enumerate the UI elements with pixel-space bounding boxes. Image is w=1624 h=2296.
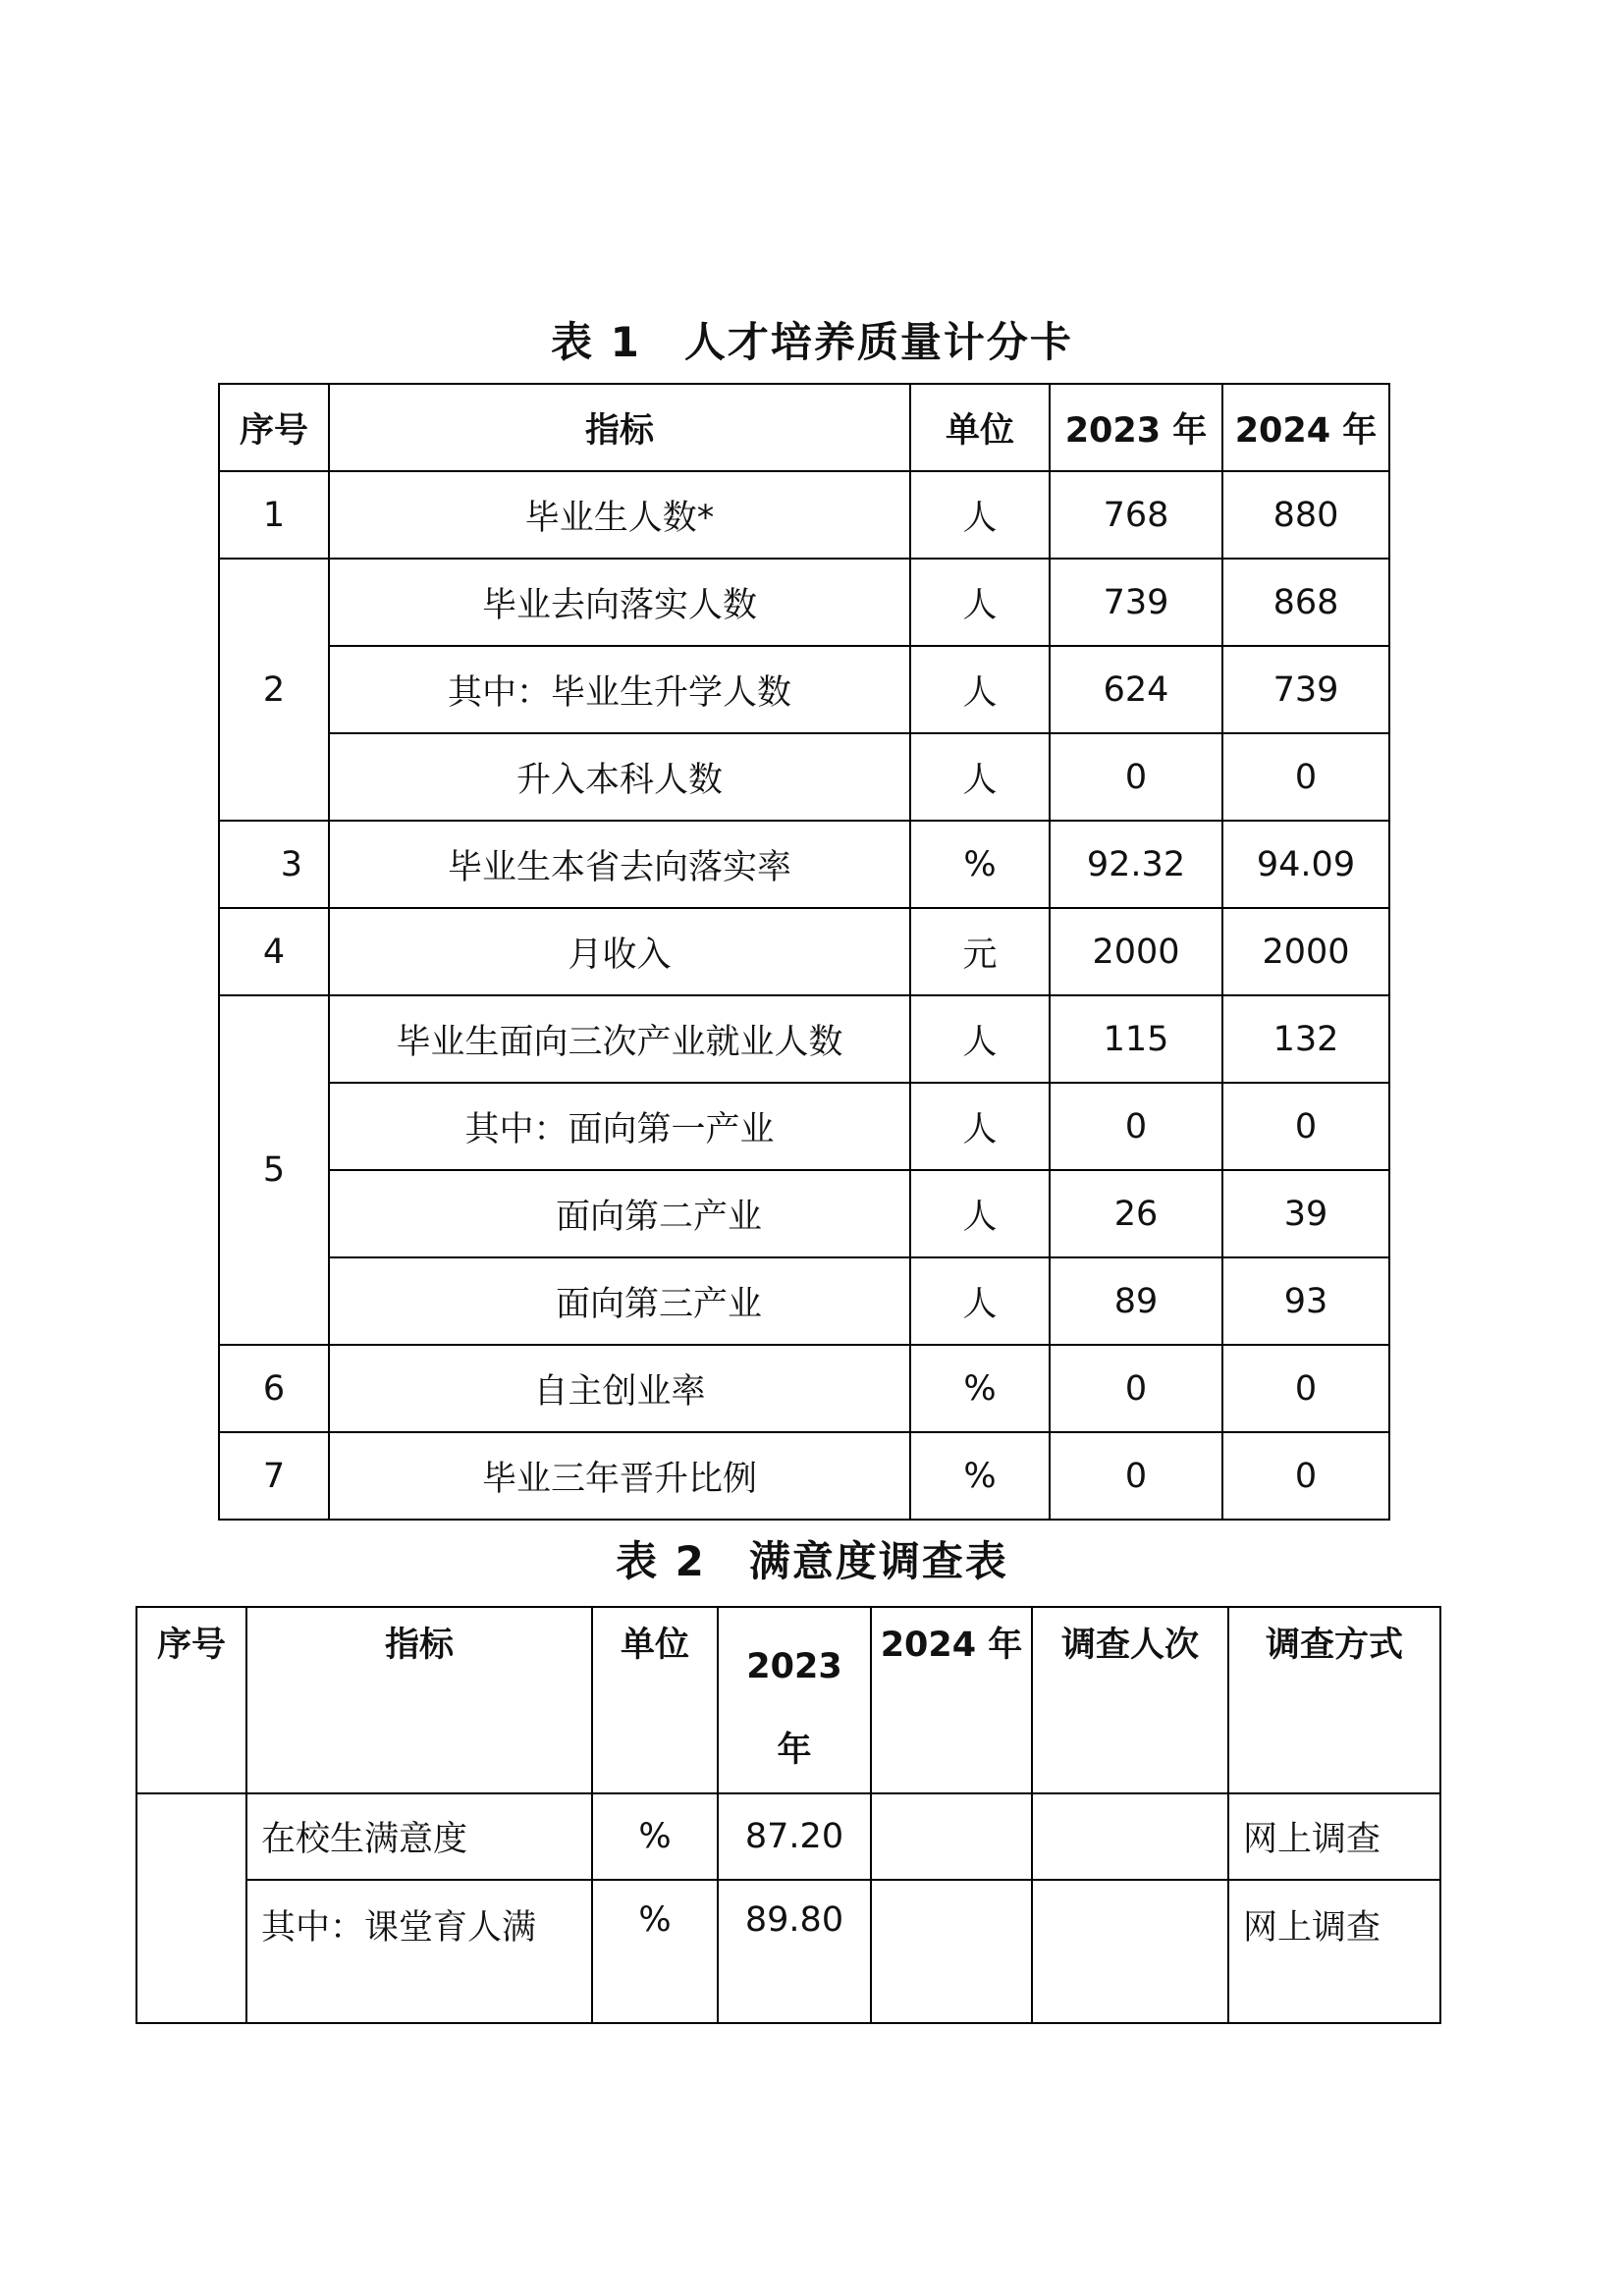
header-unit: 单位 [910, 384, 1050, 471]
cell-indicator: 毕业生本省去向落实率 [329, 821, 910, 908]
table-row [136, 1880, 1440, 2023]
cell-unit: 人 [910, 733, 1050, 821]
cell-2023: 0 [1050, 1432, 1222, 1520]
table-row [219, 646, 1389, 733]
cell-2023: 89 [1050, 1257, 1222, 1345]
table2-caption: 表 2 满意度调查表 [616, 1537, 1008, 1585]
header-survey-count: 调查人次 [1032, 1607, 1228, 1793]
cell-2024: 0 [1222, 733, 1389, 821]
header-2023-suffix: 年 [777, 1731, 812, 1770]
table-row [219, 733, 1389, 821]
cell-unit: 人 [910, 995, 1050, 1083]
cell-indicator: 其中：面向第一产业 [329, 1083, 910, 1170]
header-indicator: 指标 [246, 1607, 592, 1793]
cell-2024: 0 [1222, 1083, 1389, 1170]
cell-seq: 5 [219, 995, 329, 1345]
header-seq: 序号 [136, 1607, 246, 1793]
cell-2023: 0 [1050, 733, 1222, 821]
cell-seq: 2 [219, 559, 329, 821]
cell-2024: 93 [1222, 1257, 1389, 1345]
cell-survey-method: 网上调查 [1228, 1880, 1440, 2023]
cell-2024: 0 [1222, 1432, 1389, 1520]
table-row [219, 471, 1389, 559]
header-2023-year: 2023 [746, 1647, 842, 1686]
cell-seq: 4 [219, 908, 329, 995]
table-header-row [136, 1607, 1440, 1793]
cell-2024: 868 [1222, 559, 1389, 646]
cell-seq: 6 [219, 1345, 329, 1432]
header-2023: 2023 年 [1050, 384, 1222, 471]
table-row [219, 1432, 1389, 1520]
cell-seq [136, 1793, 246, 2023]
header-survey-method: 调查方式 [1228, 1607, 1440, 1793]
cell-2024: 39 [1222, 1170, 1389, 1257]
header-2024: 2024 年 [1222, 384, 1389, 471]
cell-2023: 115 [1050, 995, 1222, 1083]
cell-2023: 92.32 [1050, 821, 1222, 908]
cell-survey-method: 网上调查 [1228, 1793, 1440, 1880]
cell-seq: 1 [219, 471, 329, 559]
table-row [219, 1257, 1389, 1345]
cell-2024: 0 [1222, 1345, 1389, 1432]
cell-2023: 89.80 [718, 1880, 871, 2023]
cell-2023: 624 [1050, 646, 1222, 733]
table-row [219, 1170, 1389, 1257]
table-row [219, 821, 1389, 908]
scorecard-table [218, 383, 1390, 1521]
cell-indicator: 月收入 [329, 908, 910, 995]
cell-indicator: 自主创业率 [329, 1345, 910, 1432]
cell-indicator: 在校生满意度 [246, 1793, 592, 1880]
cell-indicator: 毕业三年晋升比例 [329, 1432, 910, 1520]
cell-unit: % [910, 1345, 1050, 1432]
table-row [219, 908, 1389, 995]
table-row [136, 1793, 1440, 1880]
cell-indicator: 毕业生面向三次产业就业人数 [329, 995, 910, 1083]
cell-2024: 94.09 [1222, 821, 1389, 908]
cell-survey-count [1032, 1880, 1228, 2023]
table-row [219, 1345, 1389, 1432]
cell-indicator: 升入本科人数 [329, 733, 910, 821]
cell-indicator: 其中：课堂育人满 [246, 1880, 592, 2023]
cell-2024: 2000 [1222, 908, 1389, 995]
cell-seq: 7 [219, 1432, 329, 1520]
cell-survey-count [1032, 1793, 1228, 1880]
cell-2024: 739 [1222, 646, 1389, 733]
satisfaction-survey-table [135, 1606, 1441, 2024]
header-seq: 序号 [219, 384, 329, 471]
cell-2023: 0 [1050, 1345, 1222, 1432]
table-row [219, 1083, 1389, 1170]
cell-unit: % [910, 1432, 1050, 1520]
cell-indicator: 毕业生人数* [329, 471, 910, 559]
header-2023 [718, 1607, 871, 1793]
header-indicator: 指标 [329, 384, 910, 471]
table-row [219, 559, 1389, 646]
table1-caption: 表 1 人才培养质量计分卡 [551, 318, 1073, 366]
cell-2023: 26 [1050, 1170, 1222, 1257]
cell-2023: 0 [1050, 1083, 1222, 1170]
cell-2024: 880 [1222, 471, 1389, 559]
cell-2023: 739 [1050, 559, 1222, 646]
cell-unit: % [910, 821, 1050, 908]
cell-2023: 2000 [1050, 908, 1222, 995]
table-row [219, 995, 1389, 1083]
cell-unit: 人 [910, 1170, 1050, 1257]
cell-seq: 3 [219, 821, 329, 908]
cell-unit: 元 [910, 908, 1050, 995]
cell-unit: 人 [910, 1257, 1050, 1345]
cell-indicator: 面向第二产业 [329, 1170, 910, 1257]
cell-indicator: 其中：毕业生升学人数 [329, 646, 910, 733]
cell-unit: 人 [910, 471, 1050, 559]
cell-2023: 87.20 [718, 1793, 871, 1880]
cell-2024 [871, 1793, 1032, 1880]
header-2024: 2024 年 [871, 1607, 1032, 1793]
cell-2024: 132 [1222, 995, 1389, 1083]
header-unit: 单位 [592, 1607, 718, 1793]
cell-indicator: 毕业去向落实人数 [329, 559, 910, 646]
cell-unit: 人 [910, 1083, 1050, 1170]
cell-unit: 人 [910, 559, 1050, 646]
cell-2024 [871, 1880, 1032, 2023]
cell-unit: % [592, 1880, 718, 2023]
cell-2023: 768 [1050, 471, 1222, 559]
table-header-row [219, 384, 1389, 471]
cell-unit: % [592, 1793, 718, 1880]
cell-unit: 人 [910, 646, 1050, 733]
cell-indicator: 面向第三产业 [329, 1257, 910, 1345]
